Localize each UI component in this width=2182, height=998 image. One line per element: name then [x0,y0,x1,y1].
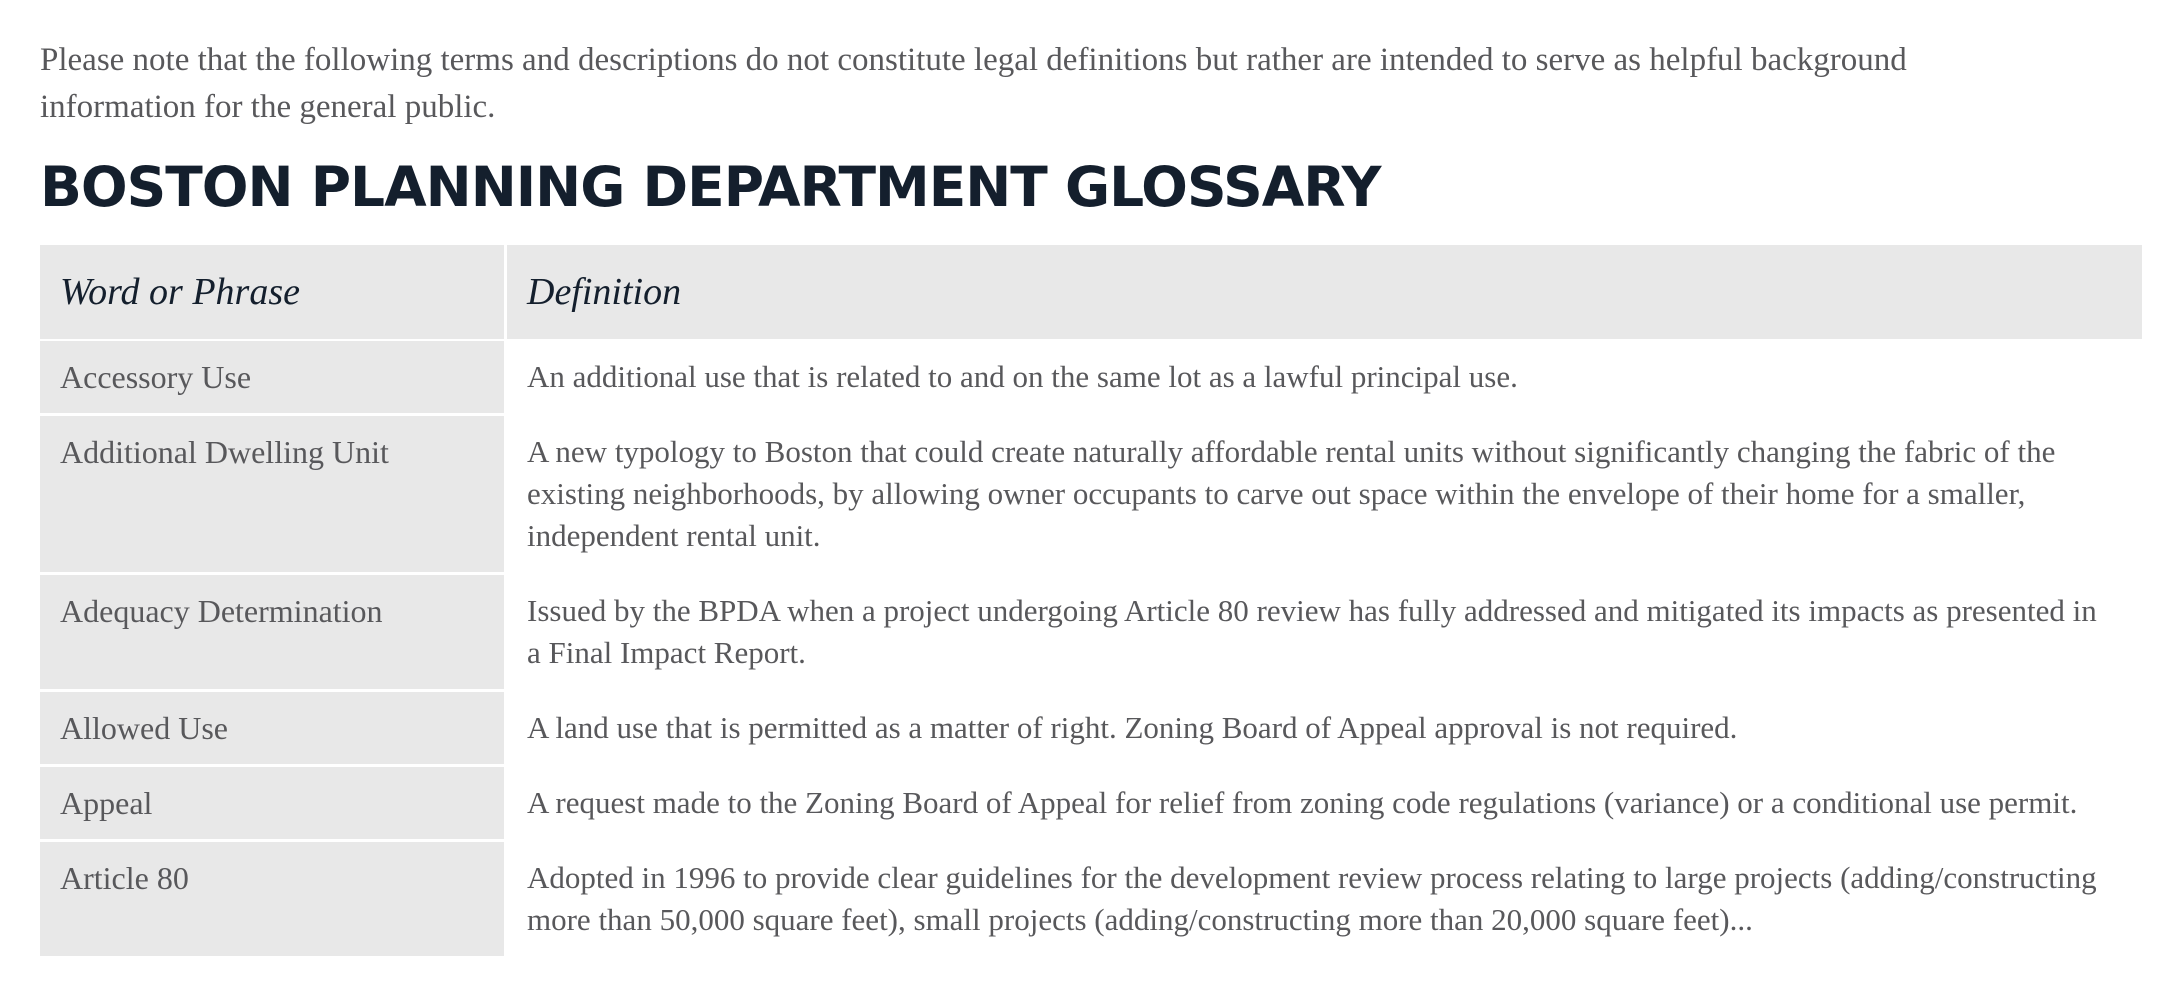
term-cell: Article 80 [40,842,507,959]
intro-disclaimer: Please note that the following terms and descriptions do not constitute legal definitions but rather are intended to serve as helpful background information for the general public. [40,42,1907,125]
page-title: BOSTON PLANNING DEPARTMENT GLOSSARY [40,155,1381,219]
glossary-table [40,245,2142,959]
definition-cell: A new typology to Boston that could create naturally affordable rental units without significantly changing the fabric of the existing neighborhoods, by allowing owner occupants to carve out space within the envelope of their home for a smaller, independent rental unit. [507,416,2142,575]
table-row [40,416,2142,575]
table-header-row [40,245,2142,341]
term-cell: Accessory Use [40,341,507,416]
table-row [40,692,2142,767]
term-cell: Additional Dwelling Unit [40,416,507,575]
definition-cell: A request made to the Zoning Board of Appeal for relief from zoning code regulations (variance) or a conditional use permit. [507,767,2142,842]
table-row [40,842,2142,959]
term-cell: Appeal [40,767,507,842]
column-header-term: Word or Phrase [40,245,507,341]
term-cell: Adequacy Determination [40,575,507,692]
table-row [40,767,2142,842]
term-cell: Allowed Use [40,692,507,767]
definition-cell: Adopted in 1996 to provide clear guidelines for the development review process relating to large projects (adding/constructing more than 50,000 square feet), small projects (adding/constructing more than 20,000 square feet)... [507,842,2142,959]
definition-cell: A land use that is permitted as a matter of right. Zoning Board of Appeal approval is not required. [507,692,2142,767]
table-row [40,341,2142,416]
definition-cell: Issued by the BPDA when a project undergoing Article 80 review has fully addressed and mitigated its impacts as presented in a Final Impact Report. [507,575,2142,692]
column-header-definition: Definition [507,245,2142,341]
table-row [40,575,2142,692]
definition-cell: An additional use that is related to and on the same lot as a lawful principal use. [507,341,2142,416]
